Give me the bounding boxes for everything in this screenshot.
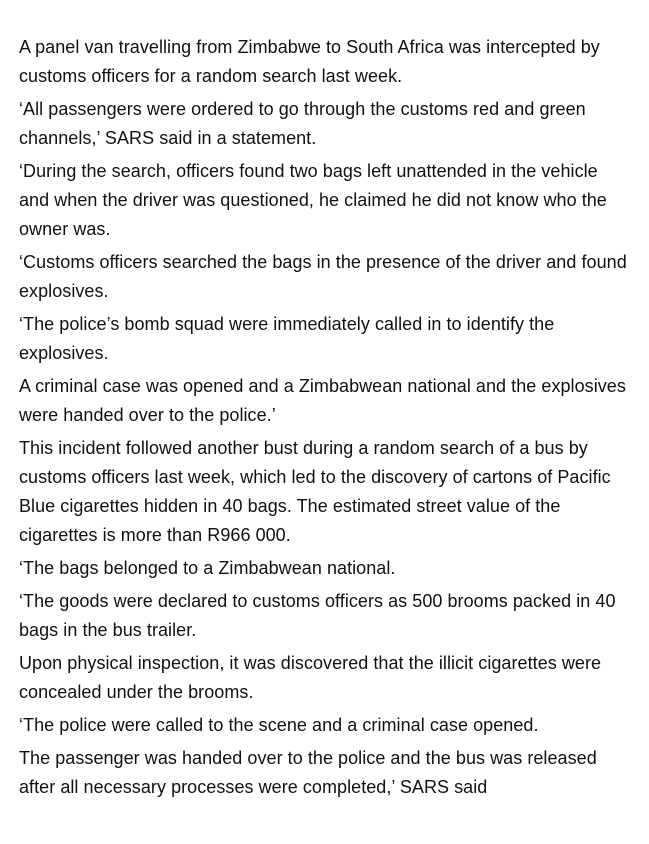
paragraph-6: A criminal case was opened and a Zimbabwean national and the explosives were handed over to the police.’ — [19, 376, 626, 425]
paragraph-12: The passenger was handed over to the police and the bus was released after all necessary processes were completed,’ SARS said — [19, 748, 597, 797]
paragraph-11: ‘The police were called to the scene and a criminal case opened. — [19, 715, 539, 735]
paragraph-9: ‘The goods were declared to customs officers as 500 brooms packed in 40 bags in the bus trailer. — [19, 591, 616, 640]
paragraph-3: ‘During the search, officers found two bags left unattended in the vehicle and when the driver was questioned, he claimed he did not know who the owner was. — [19, 161, 607, 239]
paragraph-10: Upon physical inspection, it was discovered that the illicit cigarettes were concealed under the brooms. — [19, 653, 602, 702]
paragraph-1: A panel van travelling from Zimbabwe to South Africa was intercepted by customs officers for a random search last week. — [19, 37, 600, 86]
paragraph-2: ‘All passengers were ordered to go through the customs red and green channels,’ SARS said in a statement. — [19, 99, 586, 148]
paragraph-4: ‘Customs officers searched the bags in the presence of the driver and found explosives. — [19, 252, 627, 301]
paragraph-5: ‘The police’s bomb squad were immediately called in to identify the explosives. — [19, 314, 555, 363]
paragraph-8: ‘The bags belonged to a Zimbabwean national. — [19, 558, 396, 578]
article-body — [19, 33, 631, 806]
paragraph-7: This incident followed another bust during a random search of a bus by customs officers last week, which led to the discovery of cartons of Pacific Blue cigarettes hidden in 40 bags. The estimated street value of the cigarettes is more than R966 000. — [19, 438, 611, 545]
